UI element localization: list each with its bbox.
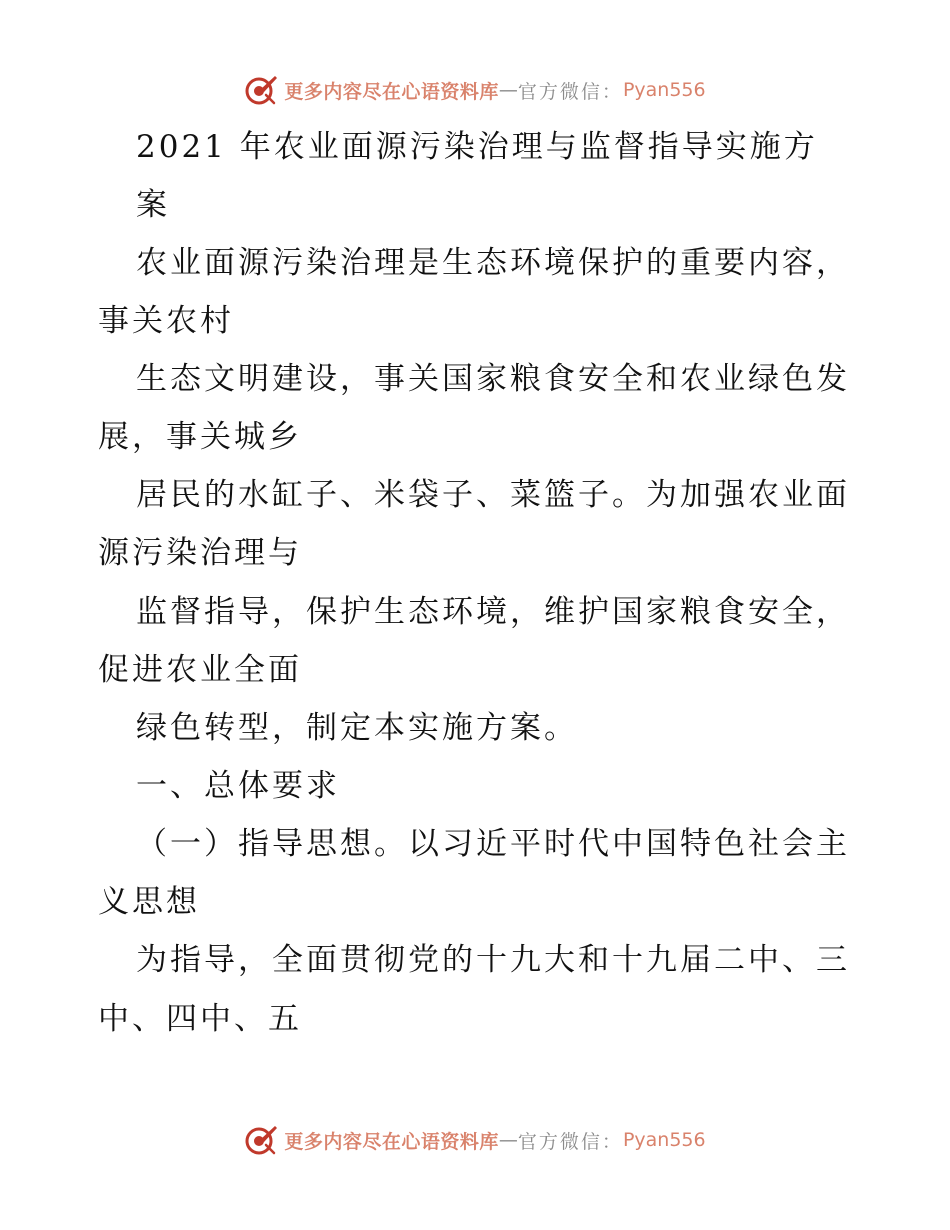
subsection-line: （一）指导思想。以习近平时代中国特色社会主 <box>136 826 850 862</box>
banner-wechat-id: Pyan556 <box>622 79 706 101</box>
document-title: 2021 年农业面源污染治理与监督指导实施方 <box>136 129 818 165</box>
paragraph-line: 义思想 <box>98 884 200 920</box>
paragraph-line: 为指导，全面贯彻党的十九大和十九届二中、三 <box>136 942 850 978</box>
paragraph-line: 监督指导，保护生态环境，维护国家粮食安全， <box>136 594 850 630</box>
paragraph-line: 事关农村 <box>98 303 234 339</box>
paragraph-line: 居民的水缸子、米袋子、菜篮子。为加强农业面 <box>136 477 850 513</box>
paragraph-line: 展，事关城乡 <box>98 419 302 455</box>
paragraph-line: 生态文明建设，事关国家粮食安全和农业绿色发 <box>136 361 850 397</box>
paragraph-line: 促进农业全面 <box>98 652 302 688</box>
paragraph-line: 源污染治理与 <box>98 535 302 571</box>
document-title-continued: 案 <box>136 187 170 223</box>
paragraph-line: 中、四中、五 <box>98 1001 302 1037</box>
banner-wechat-id: Pyan556 <box>622 1129 706 1151</box>
banner-wechat-label: 官方微信： <box>517 80 623 103</box>
pen-logo-icon <box>244 1123 278 1157</box>
paragraph-line: 绿色转型，制定本实施方案。 <box>136 710 578 746</box>
banner-slogan: 更多内容尽在心语资料库 <box>284 1130 499 1153</box>
banner-dash: — <box>498 1129 518 1151</box>
footer-banner <box>0 1120 950 1160</box>
section-heading: 一、总体要求 <box>136 768 340 804</box>
banner-wechat-label: 官方微信： <box>517 1130 623 1153</box>
banner-dash: — <box>498 79 518 101</box>
banner-slogan: 更多内容尽在心语资料库 <box>284 80 499 103</box>
paragraph-line: 农业面源污染治理是生态环境保护的重要内容， <box>136 245 850 281</box>
